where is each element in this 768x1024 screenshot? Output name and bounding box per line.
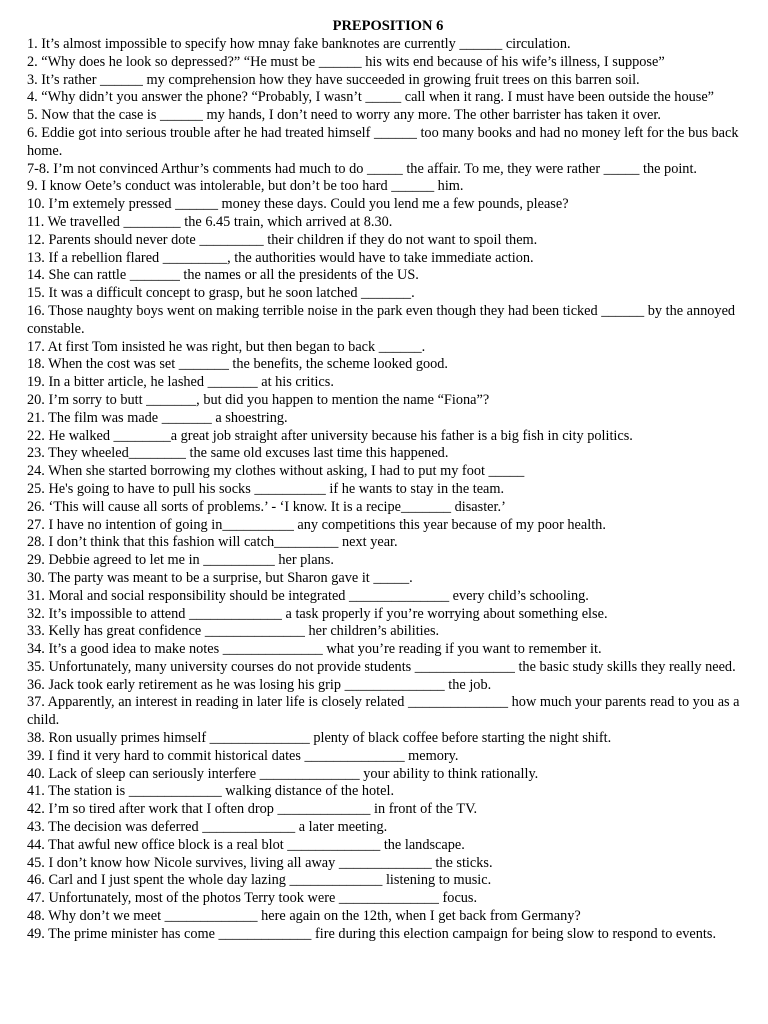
exercise-item: 36. Jack took early retirement as he was losing his grip ______________ the job. [27,676,492,693]
exercise-item: 27. I have no intention of going in__________ any competitions this year because of my poor health. [27,516,606,533]
exercise-item: 32. It’s impossible to attend _____________ a task properly if you’re worrying about something else. [27,605,608,622]
exercise-item: 9. I know Oete’s conduct was intolerable, but don’t be too hard ______ him. [27,178,464,195]
exercise-item: 12. Parents should never dote _________ their children if they do not want to spoil them. [27,231,538,248]
exercise-item: 28. I don’t think that this fashion will catch_________ next year. [27,534,398,551]
exercise-item: 49. The prime minister has come _____________ fire during this election campaign for being slow to respond to events. [27,925,717,942]
exercise-item: 33. Kelly has great confidence ______________ her children’s abilities. [27,623,440,640]
exercise-item: 6. Eddie got into serious trouble after he had treated himself ______ too many books and had no money left for the bus back home. [27,124,739,159]
exercise-item: 1. It’s almost impossible to specify how mnay fake banknotes are currently ______ circulation. [27,36,571,52]
worksheet-page [27,18,749,944]
exercise-item: 43. The decision was deferred _____________ a later meeting. [27,819,388,836]
exercise-item: 7-8. I’m not convinced Arthur’s comments had much to do _____ the affair. To me, they were rather _____ the point. [27,160,698,177]
exercise-item: 11. We travelled ________ the 6.45 train, which arrived at 8.30. [27,213,393,230]
exercise-item: 5. Now that the case is ______ my hands, I don’t need to worry any more. The other barrister has taken it over. [27,107,661,124]
exercise-list [27,36,749,944]
exercise-item: 23. They wheeled________ the same old excuses last time this happened. [27,445,449,462]
exercise-item: 41. The station is _____________ walking distance of the hotel. [27,783,395,800]
exercise-item: 20. I’m sorry to butt _______, but did you happen to mention the name “Fiona”? [27,391,490,408]
exercise-item: 4. “Why didn’t you answer the phone? “Probably, I wasn’t _____ call when it rang. I must have been outside the house” [27,89,715,106]
exercise-item: 38. Ron usually primes himself ______________ plenty of black coffee before starting the night shift. [27,730,612,747]
exercise-item: 25. He's going to have to pull his socks __________ if he wants to stay in the team. [27,480,505,497]
exercise-item: 40. Lack of sleep can seriously interfere ______________ your ability to think rationally. [27,765,539,782]
exercise-item: 13. If a rebellion flared _________, the authorities would have to take immediate action. [27,249,534,266]
exercise-item: 35. Unfortunately, many university courses do not provide students ______________ the basic study skills they really need. [27,658,736,675]
exercise-item: 22. He walked ________a great job straight after university because his father is a big fish in city politics. [27,427,633,444]
exercise-item: 45. I don’t know how Nicole survives, living all away _____________ the sticks. [27,854,493,871]
exercise-item: 10. I’m extemely pressed ______ money these days. Could you lend me a few pounds, please? [27,196,569,213]
exercise-item: 2. “Why does he look so depressed?” “He must be ______ his wits end because of his wife’s illness, I suppose” [27,53,665,70]
exercise-item: 15. It was a difficult concept to grasp, but he soon latched _______. [27,285,415,302]
exercise-item: 19. In a bitter article, he lashed _______ at his critics. [27,374,334,391]
exercise-item: 21. The film was made _______ a shoestring. [27,409,288,426]
exercise-item: 47. Unfortunately, most of the photos Terry took were ______________ focus. [27,890,478,907]
exercise-item: 48. Why don’t we meet _____________ here again on the 12th, when I get back from Germany? [27,908,581,925]
exercise-item: 30. The party was meant to be a surprise, but Sharon gave it _____. [27,569,413,586]
page-title: PREPOSITION 6 [332,18,444,34]
exercise-item: 24. When she started borrowing my clothes without asking, I had to put my foot _____ [27,463,525,480]
exercise-item: 37. Apparently, an interest in reading in later life is closely related ______________ how much your parents read to you as a child. [27,694,740,729]
exercise-item: 34. It’s a good idea to make notes ______________ what you’re reading if you want to remember it. [27,641,602,658]
exercise-item: 39. I find it very hard to commit historical dates ______________ memory. [27,747,459,764]
exercise-item: 18. When the cost was set _______ the benefits, the scheme looked good. [27,356,449,373]
exercise-item: 16. Those naughty boys went on making terrible noise in the park even though they had been ticked ______ by the annoyed constable. [27,302,736,337]
exercise-item: 29. Debbie agreed to let me in __________ her plans. [27,552,334,569]
exercise-item: 14. She can rattle _______ the names or all the presidents of the US. [27,267,419,284]
exercise-item: 17. At first Tom insisted he was right, but then began to back ______. [27,338,426,355]
exercise-item: 3. It’s rather ______ my comprehension how they have succeeded in growing fruit trees on this barren soil. [27,71,640,88]
exercise-item: 46. Carl and I just spent the whole day lazing _____________ listening to music. [27,872,492,889]
exercise-item: 31. Moral and social responsibility should be integrated ______________ every child’s schooling. [27,587,589,604]
exercise-item: 26. ‘This will cause all sorts of problems.’ - ‘I know. It is a recipe_______ disaster.’ [27,498,506,515]
exercise-item: 44. That awful new office block is a real blot _____________ the landscape. [27,836,465,853]
exercise-item: 42. I’m so tired after work that I often drop _____________ in front of the TV. [27,801,478,818]
